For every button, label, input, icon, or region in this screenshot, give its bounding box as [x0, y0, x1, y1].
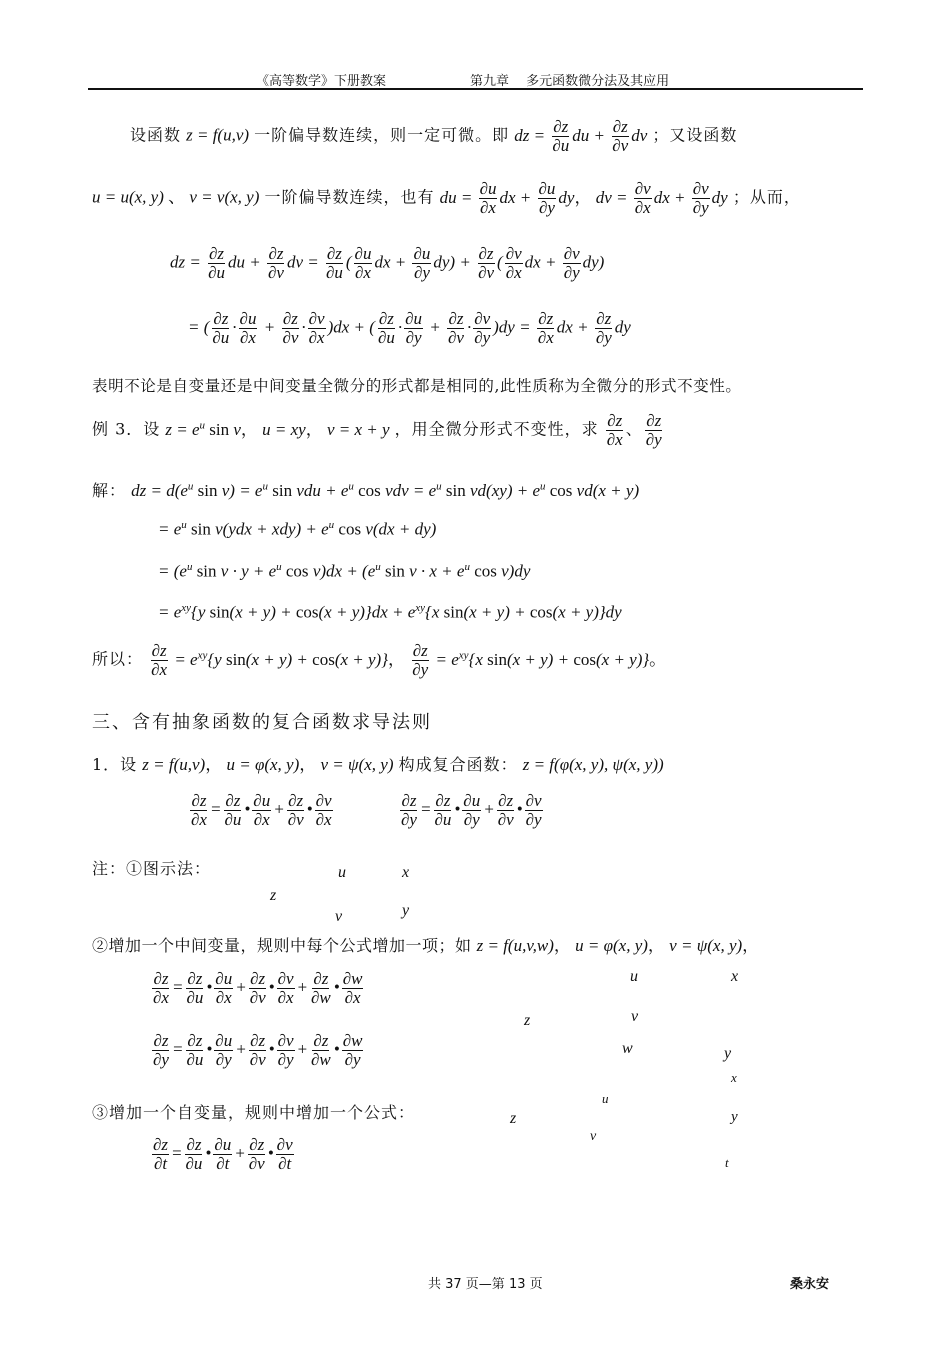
- diagram1-y: y: [402, 902, 410, 919]
- diagram3-v: v: [590, 1129, 597, 1144]
- example3-target-y: $\frac{\partial z}{\partial y}$: [645, 411, 662, 449]
- solution-label: 解：: [92, 481, 127, 500]
- para1-line1: [130, 118, 737, 156]
- formula-z-f: z = f(u,v): [186, 125, 250, 145]
- chain-rule-y: $\frac{\partial z}{\partial y}$ = $\frac{\partial z}{\partial u}$ • $\frac{\partial u}{\partial y}$ + $\frac{\partial z}{\partial v}$ • $\frac{\partial v}{\partial y}$: [401, 791, 542, 829]
- header-rule: [88, 88, 863, 90]
- diagram3-y: y: [731, 1109, 738, 1125]
- chain-rule-x: $\frac{\partial z}{\partial x}$ = $\frac{\partial z}{\partial u}$ • $\frac{\partial u}{\partial x}$ + $\frac{\partial z}{\partial v}$ • $\frac{\partial v}{\partial x}$: [191, 791, 332, 829]
- example3-mid: ，用全微分形式不变性，求: [394, 419, 599, 439]
- solution-so: 所以：: [92, 649, 144, 669]
- derivation-line1: dz = $\frac{\partial z}{\partial u}$ du + $\frac{\partial z}{\partial v}$ dv = $\frac{\partial z}{\partial u}$ ( $\frac{\partial u}{\partial x}$ dx + $\frac{\partial u}{\partial y}$ dy) + $\frac{\partial z}{\partial v}$ ( $\frac{\partial v}{\partial x}$ dx + $\frac{\partial v}{\partial y}$ dy): [170, 244, 605, 282]
- note2-text: ②增加一个中间变量，规则中每个公式增加一项；如: [92, 936, 472, 955]
- solution-line4: = $e^{xy}\{y$ $\sin(x + y) + \cos(x + y)\}dx + e^{xy}\{x$ sin(x + y) + cos(x + y)}dy: [158, 602, 622, 622]
- diagram3-t: t: [725, 1155, 729, 1170]
- solution-result: [92, 642, 666, 680]
- para1-text1: 设函数: [130, 125, 182, 145]
- diagram1-x: x: [402, 864, 410, 881]
- formula-du: du = $\frac{\partial u}{\partial x}$ dx + $\frac{\partial u}{\partial y}$ dy， dv = $\frac{\partial v}{\partial x}$ dx + $\frac{\partial v}{\partial y}$ dy: [439, 179, 728, 217]
- diagram3-x: x: [731, 1070, 737, 1085]
- diagram3-z: z: [510, 1110, 517, 1127]
- diagram2-y: y: [724, 1045, 732, 1062]
- para1-line2: [92, 180, 801, 218]
- formula-u-v-def: u = u(x, y) 、 v = v(x, y): [92, 187, 260, 207]
- example3-targets: $\frac{\partial z}{\partial x}$: [606, 411, 623, 449]
- chain-rule3-y: $\frac{\partial z}{\partial y}$ = $\frac{\partial z}{\partial u}$ • $\frac{\partial u}{\partial y}$ + $\frac{\partial z}{\partial v}$ • $\frac{\partial v}{\partial y}$ + $\frac{\partial z}{\partial w}$ • $\frac{\partial w}{\partial y}$: [153, 1031, 363, 1069]
- diagram2-v: v: [631, 1008, 639, 1025]
- solution-line1: [92, 478, 639, 501]
- solution-line2: = $e^u$ $\sin v(ydx + xdy) + e^u$ cos v(dx + dy): [158, 519, 437, 539]
- para1-text5: ；从而，: [732, 187, 801, 207]
- item1-def: z = f(u,v)， u = φ(x, y)， v = ψ(x, y): [142, 755, 394, 774]
- result-formulas: $\frac{\partial z}{\partial x}$ = $e^{xy}\{y$ sin(x + y) + cos(x + y)}， $\frac{\partial z}{\partial y}$ = $e^{xy}\{x$ sin(x + y) + cos(x + y)}。: [151, 641, 667, 679]
- footer-author: 桑永安: [790, 1277, 830, 1292]
- diagram1-v: v: [335, 908, 343, 925]
- diagram2-u: u: [630, 968, 638, 985]
- remark-invariance: 表明不论是自变量还是中间变量全微分的形式都是相同的,此性质称为全微分的形式不变性。: [92, 377, 742, 395]
- para1-text4: 一阶偏导数连续，也有: [264, 187, 435, 207]
- note3-text: ③增加一个自变量，规则中增加一个公式：: [92, 1103, 416, 1122]
- diagram2-w: w: [622, 1040, 633, 1057]
- derivation-line2: = ( $\frac{\partial z}{\partial u}$ · $\frac{\partial u}{\partial x}$ + $\frac{\partial z}{\partial v}$ · $\frac{\partial v}{\partial x}$ )dx + ( $\frac{\partial z}{\partial u}$ · $\frac{\partial u}{\partial y}$ + $\frac{\partial z}{\partial v}$ · $\frac{\partial v}{\partial y}$ )dy = $\frac{\partial z}{\partial x}$ dx + $\frac{\partial z}{\partial y}$ dy: [188, 309, 631, 347]
- note2: [92, 931, 759, 956]
- header-left: 《高等数学》下册教案: [256, 74, 387, 89]
- chain-rule3-x: $\frac{\partial z}{\partial x}$ = $\frac{\partial z}{\partial u}$ • $\frac{\partial u}{\partial x}$ + $\frac{\partial z}{\partial v}$ • $\frac{\partial v}{\partial x}$ + $\frac{\partial z}{\partial w}$ • $\frac{\partial w}{\partial x}$: [153, 969, 363, 1007]
- item1-composite: z = f(φ(x, y), ψ(x, y)): [522, 755, 664, 774]
- example3-label: 例 3．设: [92, 419, 161, 439]
- para1-text2: 一阶偏导数连续，则一定可微。即: [254, 125, 510, 145]
- solution-eq1: dz = $d(e^u$ $\sin v) = e^u$ sin vdu + $e^u$ cos vdv = $e^u$ $\sin vd(xy) + e^u$ cos vd(x + y): [131, 480, 640, 500]
- para1-text3: ；又设函数: [652, 125, 738, 145]
- footer-page: 共 37 页—第 13 页: [428, 1277, 543, 1292]
- solution-line3: = ($e^u$ $\sin v \cdot y + e^u$ $\cos v)dx + (e^u$ $\sin v \cdot x + e^u$ cos v)dy: [158, 561, 531, 581]
- formula-dz: dz = $\frac{\partial z}{\partial u}$ du + $\frac{\partial z}{\partial v}$ dv: [514, 117, 648, 155]
- note1-label: 注：①图示法：: [92, 859, 212, 878]
- diagram3-u: u: [602, 1091, 609, 1106]
- item1-text: 构成复合函数：: [398, 755, 518, 774]
- item1-label: 1．设: [92, 755, 138, 774]
- diagram1-u: u: [338, 864, 346, 881]
- diagram1-z: z: [270, 887, 277, 904]
- example3-sep: 、: [625, 419, 643, 439]
- diagram2-x: x: [731, 968, 739, 985]
- diagram2-z: z: [524, 1012, 531, 1029]
- header-right: 第九章 多元函数微分法及其应用: [470, 74, 670, 89]
- example3-def: $z = e^u$ sin v， u = xy， v = x + y: [165, 419, 390, 439]
- note2-def: z = f(u,v,w)， u = φ(x, y)， v = ψ(x, y)，: [476, 936, 760, 955]
- chain-rule-t: $\frac{\partial z}{\partial t}$ = $\frac{\partial z}{\partial u}$ • $\frac{\partial u}{\partial t}$ + $\frac{\partial z}{\partial v}$ • $\frac{\partial v}{\partial t}$: [153, 1135, 293, 1173]
- section3-title: 三、含有抽象函数的复合函数求导法则: [92, 712, 432, 733]
- example3: [92, 412, 665, 450]
- section3-item1: [92, 750, 664, 775]
